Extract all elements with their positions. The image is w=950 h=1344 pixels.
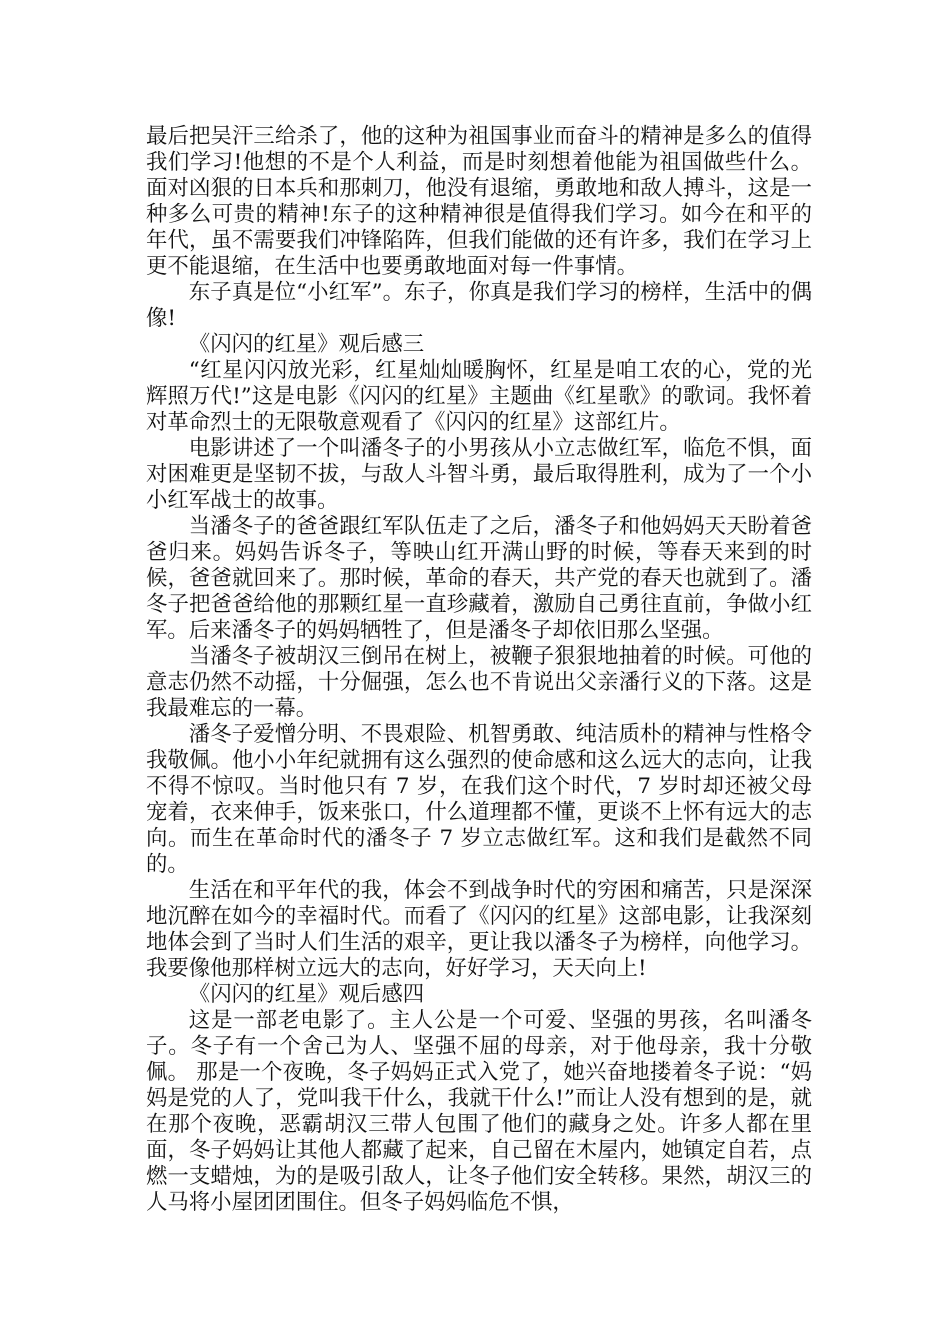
paragraph-film-summary: 电影讲述了一个叫潘冬子的小男孩从小立志做红军，临危不惧，面对困难更是坚韧不拔，与敌人斗智斗勇，最后取得胜利，成为了一个小小红军战士的故事。 <box>146 436 812 513</box>
paragraph-song-lyrics: “红星闪闪放光彩，红星灿灿暖胸怀，红星是咱工农的心，党的光辉照万代!”这是电影《闪闪的红星》主题曲《红星歌》的歌词。我怀着对革命烈士的无限敬意观看了《闪闪的红星》这部红片。 <box>146 358 812 435</box>
section-heading-4: 《闪闪的红星》观后感四 <box>188 982 425 1007</box>
paragraph-hanging-scene: 当潘冬子被胡汉三倒吊在树上，被鞭子狠狠地抽着的时候。可他的意志仍然不动摇，十分倔强，怎么也不肯说出父亲潘行义的下落。这是我最难忘的一幕。 <box>146 644 812 721</box>
document-body <box>146 124 812 1216</box>
paragraph-admiration: 潘冬子爱憎分明、不畏艰险、机智勇敢、纯洁质朴的精神与性格令我敬佩。他小小年纪就拥有这么强烈的使命感和这么远大的志向，让我不得不惊叹。当时他只有 7 岁，在我们这个时代，7 岁时却还被父母宠着，衣来伸手，饭来张口，什么道理都不懂，更谈不上怀有远大的志向。而生在革命时代的潘冬子 7 岁立志做红军。这和我们是截然不同的。 <box>146 722 812 877</box>
paragraph-dongzi-conclusion: 东子真是位“小红军”。东子，你真是我们学习的榜样，生活中的偶像! <box>146 280 812 331</box>
paragraph-continuation: 最后把吴汗三给杀了，他的这种为祖国事业而奋斗的精神是多么的值得我们学习!他想的不是个人利益，而是时刻想着他能为祖国做些什么。面对凶狠的日本兵和那刺刀，他没有退缩，勇敢地和敌人搏斗，这是一种多么可贵的精神!东子的这种精神很是值得我们学习。如今在和平的年代，虽不需要我们冲锋陷阵，但我们能做的还有许多，我们在学习上更不能退缩，在生活中也要勇敢地面对每一件事情。 <box>146 124 812 279</box>
paragraph-father-leaves: 当潘冬子的爸爸跟红军队伍走了之后，潘冬子和他妈妈天天盼着爸爸归来。妈妈告诉冬子，等映山红开满山野的时候，等春天来到的时候，爸爸就回来了。那时候，革命的春天，共产党的春天也就到了。潘冬子把爸爸给他的那颗红星一直珍藏着，激励自己勇往直前，争做小红军。后来潘冬子的妈妈牺牲了，但是潘冬子却依旧那么坚强。 <box>146 514 812 643</box>
paragraph-old-film: 这是一部老电影了。主人公是一个可爱、坚强的男孩，名叫潘冬子。冬子有一个舍己为人、坚强不屈的母亲，对于他母亲，我十分敬佩。 那是一个夜晚，冬子妈妈正式入党了，她兴奋地搂着冬子说：“妈妈是党的人了，党叫我干什么，我就干什么!”而让人没有想到的是，就在那个夜晚，恶霸胡汉三带人包围了他们的藏身之处。许多人都在里面，冬子妈妈让其他人都藏了起来，自己留在木屋内，她镇定自若，点燃一支蜡烛，为的是吸引敌人，让冬子他们安全转移。果然，胡汉三的人马将小屋团团围住。但冬子妈妈临危不惧， <box>146 1008 812 1215</box>
section-heading-3: 《闪闪的红星》观后感三 <box>188 332 425 357</box>
paragraph-peaceful-era: 生活在和平年代的我，体会不到战争时代的穷困和痛苦，只是深深地沉醉在如今的幸福时代。而看了《闪闪的红星》这部电影，让我深刻地体会到了当时人们生活的艰辛，更让我以潘冬子为榜样，向他学习。我要像他那样树立远大的志向，好好学习，天天向上! <box>146 878 812 981</box>
